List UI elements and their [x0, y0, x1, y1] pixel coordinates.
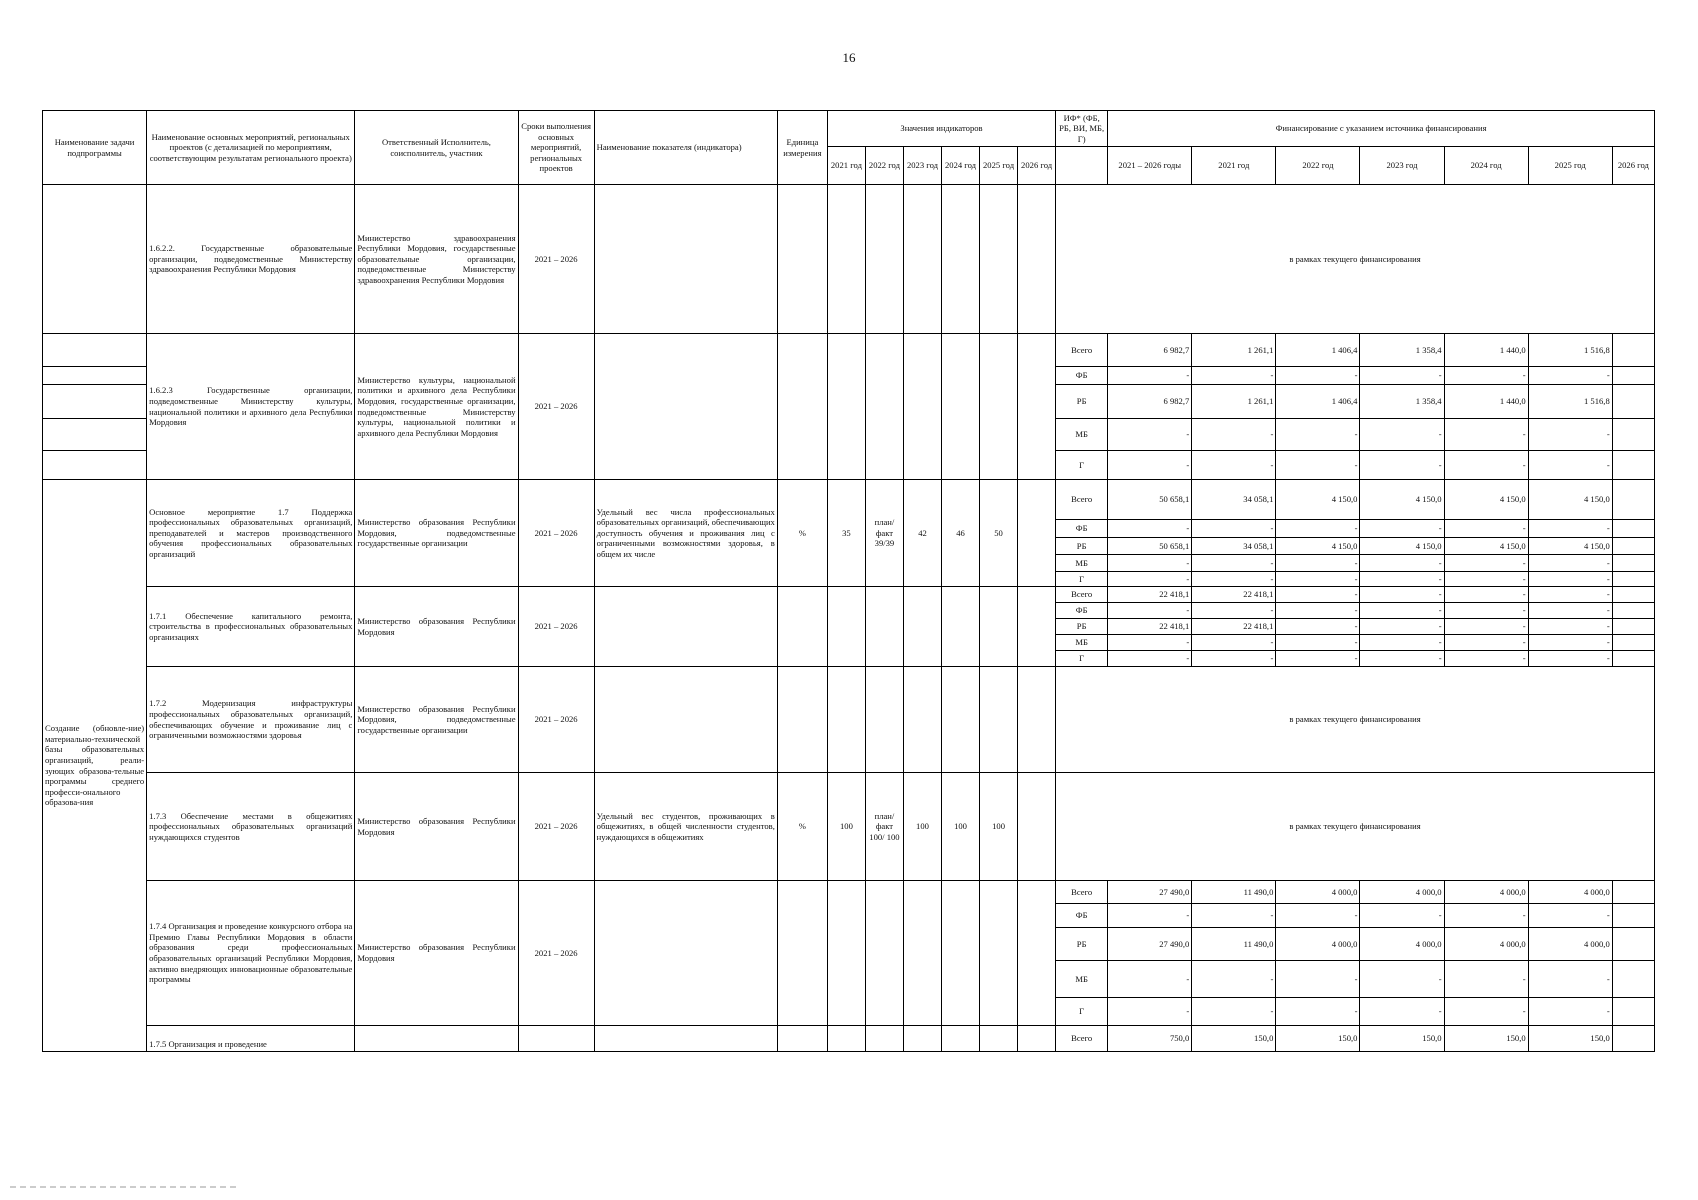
amount-cell: 4 000,0 — [1276, 881, 1360, 904]
indicator-value: 42 — [903, 480, 941, 587]
amount-cell: 4 000,0 — [1444, 928, 1528, 961]
amount-cell: - — [1192, 904, 1276, 928]
table-row — [43, 881, 1655, 904]
amount-cell: 4 150,0 — [1444, 538, 1528, 555]
header-source: ИФ* (ФБ, РБ, ВИ, МБ, Г) — [1056, 111, 1108, 147]
amount-cell: 4 000,0 — [1528, 881, 1612, 904]
header-task: Наименование задачи подпрограммы — [43, 111, 147, 185]
amount-cell: 22 418,1 — [1192, 619, 1276, 635]
event-name: 1.7.5 Организация и проведение — [147, 1026, 355, 1052]
amount-cell: 150,0 — [1192, 1026, 1276, 1052]
header-terms: Сроки выполнения основных мероприятий, региональных проектов — [518, 111, 594, 185]
source-label: Всего — [1056, 587, 1108, 603]
amount-cell: - — [1528, 587, 1612, 603]
header-fin-year: 2025 год — [1528, 147, 1612, 185]
header-unit: Единица измерения — [777, 111, 827, 185]
amount-cell: 4 150,0 — [1444, 480, 1528, 520]
amount-cell: 1 261,1 — [1192, 334, 1276, 367]
amount-cell: - — [1108, 635, 1192, 651]
amount-cell: - — [1192, 572, 1276, 587]
financing-note: в рамках текущего финансирования — [1056, 185, 1655, 334]
amount-cell: 1 261,1 — [1192, 385, 1276, 419]
unit: % — [777, 480, 827, 587]
amount-cell: - — [1360, 451, 1444, 480]
amount-cell: - — [1276, 904, 1360, 928]
amount-cell: 1 440,0 — [1444, 334, 1528, 367]
amount-cell: - — [1528, 904, 1612, 928]
amount-cell: - — [1192, 555, 1276, 572]
amount-cell: - — [1528, 572, 1612, 587]
header-year: 2023 год — [903, 147, 941, 185]
amount-cell: - — [1528, 619, 1612, 635]
event-name: Основное мероприятие 1.7 Поддержка профессиональных образовательных организаций, преподавателей и мастеров производственного обучения профессиональных образовательных организаций — [147, 480, 355, 587]
header-fin-year: 2022 год — [1276, 147, 1360, 185]
amount-cell: 150,0 — [1528, 1026, 1612, 1052]
amount-cell: 1 516,8 — [1528, 385, 1612, 419]
amount-cell: 150,0 — [1360, 1026, 1444, 1052]
amount-cell: 1 406,4 — [1276, 334, 1360, 367]
amount-cell: 22 418,1 — [1108, 619, 1192, 635]
amount-cell: - — [1360, 520, 1444, 538]
term: 2021 – 2026 — [518, 773, 594, 881]
program-table-sheet — [42, 110, 1655, 1052]
source-label: Всего — [1056, 881, 1108, 904]
amount-cell: - — [1444, 904, 1528, 928]
indicator-value: 35 — [827, 480, 865, 587]
amount-cell: 34 058,1 — [1192, 480, 1276, 520]
header-fin-year: 2026 год — [1612, 147, 1654, 185]
amount-cell: - — [1444, 619, 1528, 635]
amount-cell: 1 406,4 — [1276, 385, 1360, 419]
amount-cell: 4 000,0 — [1444, 881, 1528, 904]
amount-cell: 4 150,0 — [1276, 480, 1360, 520]
amount-cell: - — [1108, 572, 1192, 587]
amount-cell: 22 418,1 — [1192, 587, 1276, 603]
amount-cell: - — [1276, 651, 1360, 667]
amount-cell: - — [1444, 419, 1528, 451]
amount-cell: - — [1192, 998, 1276, 1026]
amount-cell: - — [1528, 651, 1612, 667]
table-row — [43, 587, 1655, 603]
executor: Министерство культуры, национальной политики и архивного дела Республики Мордовия, государственные организации, подведомственные Министерству культуры, национальной политики и архивного дела Республики Мордовия — [355, 334, 518, 480]
amount-cell: - — [1108, 961, 1192, 998]
event-name: 1.6.2.3 Государственные организации, подведомственные Министерству культуры, национальной политики и архивного дела Республики Мордовия — [147, 334, 355, 480]
source-label: МБ — [1056, 419, 1108, 451]
amount-cell: 150,0 — [1276, 1026, 1360, 1052]
executor: Министерство образования Республики Мордовия — [355, 587, 518, 667]
header-year: 2021 год — [827, 147, 865, 185]
executor: Министерство образования Республики Мордовия, подведомственные государственные организации — [355, 480, 518, 587]
source-label: РБ — [1056, 385, 1108, 419]
source-label: ФБ — [1056, 904, 1108, 928]
amount-cell: - — [1108, 603, 1192, 619]
unit — [777, 185, 827, 334]
source-label: МБ — [1056, 635, 1108, 651]
indicator-value: 100 — [903, 773, 941, 881]
task-cell — [43, 334, 147, 367]
amount-cell: - — [1192, 451, 1276, 480]
task-cell — [43, 385, 147, 419]
source-label: Всего — [1056, 480, 1108, 520]
header-executor: Ответственный Исполнитель, соисполнитель, участник — [355, 111, 518, 185]
amount-cell: 34 058,1 — [1192, 538, 1276, 555]
source-label: Г — [1056, 572, 1108, 587]
amount-cell: - — [1192, 520, 1276, 538]
amount-cell: - — [1444, 451, 1528, 480]
indicator-value: план/ факт 39/39 — [865, 480, 903, 587]
program-financing-table — [42, 110, 1655, 1052]
amount-cell: 27 490,0 — [1108, 881, 1192, 904]
event-name: 1.7.1 Обеспечение капитального ремонта, строительства в профессиональных образовательных организациях — [147, 587, 355, 667]
term: 2021 – 2026 — [518, 185, 594, 334]
source-label: Всего — [1056, 1026, 1108, 1052]
executor: Министерство образования Республики Мордовия — [355, 773, 518, 881]
amount-cell: 750,0 — [1108, 1026, 1192, 1052]
source-label: РБ — [1056, 619, 1108, 635]
table-row — [43, 480, 1655, 520]
amount-cell: - — [1444, 520, 1528, 538]
amount-cell: - — [1276, 419, 1360, 451]
amount-cell: - — [1360, 904, 1444, 928]
header-financing: Финансирование с указанием источника финансирования — [1108, 111, 1655, 147]
indicator-value: 100 — [827, 773, 865, 881]
term: 2021 – 2026 — [518, 881, 594, 1026]
amount-cell: - — [1360, 635, 1444, 651]
financing-note: в рамках текущего финансирования — [1056, 773, 1655, 881]
indicator-value — [1018, 773, 1056, 881]
unit — [777, 587, 827, 667]
amount-cell: 27 490,0 — [1108, 928, 1192, 961]
header-year: 2022 год — [865, 147, 903, 185]
amount-cell: - — [1276, 451, 1360, 480]
header-year: 2025 год — [980, 147, 1018, 185]
amount-cell: - — [1276, 603, 1360, 619]
header-events: Наименование основных мероприятий, региональных проектов (с детализацией по мероприятиям, соответствующим результатам регионального проекта) — [147, 111, 355, 185]
amount-cell: - — [1528, 451, 1612, 480]
amount-cell: 11 490,0 — [1192, 881, 1276, 904]
amount-cell: - — [1444, 587, 1528, 603]
amount-cell: - — [1192, 367, 1276, 385]
table-row — [43, 667, 1655, 773]
amount-cell: 11 490,0 — [1192, 928, 1276, 961]
header-year: 2026 год — [1018, 147, 1056, 185]
header-fin-year: 2024 год — [1444, 147, 1528, 185]
header-row-1 — [43, 111, 1655, 147]
header-fin-year: 2021 год — [1192, 147, 1276, 185]
amount-cell: - — [1444, 603, 1528, 619]
amount-cell: - — [1108, 520, 1192, 538]
indicator-value — [1018, 480, 1056, 587]
amount-cell: - — [1360, 603, 1444, 619]
amount-cell: - — [1108, 419, 1192, 451]
amount-cell: - — [1108, 998, 1192, 1026]
indicator-value: план/ факт 100/ 100 — [865, 773, 903, 881]
header-source-blank — [1056, 147, 1108, 185]
amount-cell: - — [1276, 555, 1360, 572]
header-fin-year: 2023 год — [1360, 147, 1444, 185]
amount-cell: 22 418,1 — [1108, 587, 1192, 603]
amount-cell: - — [1276, 572, 1360, 587]
amount-cell: 4 000,0 — [1276, 928, 1360, 961]
amount-cell: - — [1108, 451, 1192, 480]
amount-cell: 4 150,0 — [1360, 538, 1444, 555]
amount-cell: 4 150,0 — [1528, 480, 1612, 520]
task-cell: Создание (обновле-ние) материально-технической базы образовательных организаций, реали-зующих образова-тельные программы среднего професси-онального образова-ния — [43, 480, 147, 1052]
executor: Министерство здравоохранения Республики Мордовия, государственные образовательные организации, подведомственные Министерству здравоохранения Республики Мордовия — [355, 185, 518, 334]
table-row — [43, 334, 1655, 367]
amount-cell: - — [1360, 651, 1444, 667]
amount-cell: - — [1444, 635, 1528, 651]
term: 2021 – 2026 — [518, 587, 594, 667]
term: 2021 – 2026 — [518, 667, 594, 773]
event-name: 1.6.2.2. Государственные образовательные организации, подведомственные Министерству здравоохранения Республики Мордовия — [147, 185, 355, 334]
amount-cell: - — [1444, 961, 1528, 998]
indicator-name: Удельный вес числа профессиональных образовательных организаций, обеспечивающих доступность обучения и проживания лиц с ограниченными возможностями здоровья, в общем их числе — [594, 480, 777, 587]
amount-cell: - — [1528, 419, 1612, 451]
amount-cell: - — [1444, 651, 1528, 667]
amount-cell: 4 000,0 — [1360, 928, 1444, 961]
executor: Министерство образования Республики Мордовия — [355, 881, 518, 1026]
amount-cell — [1612, 334, 1654, 367]
amount-cell: - — [1444, 572, 1528, 587]
table-row — [43, 185, 1655, 334]
amount-cell: - — [1108, 367, 1192, 385]
header-year: 2024 год — [942, 147, 980, 185]
amount-cell: - — [1360, 572, 1444, 587]
amount-cell: - — [1276, 619, 1360, 635]
financing-note: в рамках текущего финансирования — [1056, 667, 1655, 773]
source-label: Всего — [1056, 334, 1108, 367]
amount-cell: - — [1276, 367, 1360, 385]
term: 2021 – 2026 — [518, 480, 594, 587]
indicator-value: 50 — [980, 480, 1018, 587]
header-indicator: Наименование показателя (индикатора) — [594, 111, 777, 185]
amount-cell: - — [1528, 367, 1612, 385]
indicator-name — [594, 185, 777, 334]
event-name: 1.7.4 Организация и проведение конкурсного отбора на Премию Главы Республики Мордовия в области образования среди профессиональных образовательных организаций Республики Мордовия, активно внедряющих инновационные образовательные программы — [147, 881, 355, 1026]
amount-cell: - — [1444, 998, 1528, 1026]
source-label: РБ — [1056, 538, 1108, 555]
term: 2021 – 2026 — [518, 334, 594, 480]
amount-cell: - — [1360, 619, 1444, 635]
scan-artifact — [10, 1186, 240, 1188]
amount-cell: - — [1528, 555, 1612, 572]
amount-cell: 1 516,8 — [1528, 334, 1612, 367]
unit — [777, 334, 827, 480]
indicator-name: Удельный вес студентов, проживающих в общежитиях, в общей численности студентов, нуждающихся в общежитиях — [594, 773, 777, 881]
amount-cell: - — [1360, 555, 1444, 572]
amount-cell: - — [1528, 520, 1612, 538]
task-cell — [43, 451, 147, 480]
event-name: 1.7.2 Модернизация инфраструктуры профессиональных образовательных организаций, обеспечивающих обучение и проживание лиц с ограниченными возможностями здоровья — [147, 667, 355, 773]
source-label: Г — [1056, 651, 1108, 667]
amount-cell: 1 358,4 — [1360, 385, 1444, 419]
amount-cell: 6 982,7 — [1108, 385, 1192, 419]
amount-cell: 4 150,0 — [1360, 480, 1444, 520]
amount-cell: - — [1192, 603, 1276, 619]
amount-cell: - — [1276, 961, 1360, 998]
amount-cell: - — [1528, 603, 1612, 619]
amount-cell: - — [1360, 367, 1444, 385]
amount-cell: - — [1528, 961, 1612, 998]
event-name: 1.7.3 Обеспечение местами в общежитиях профессиональных образовательных организаций нуждающихся студентов — [147, 773, 355, 881]
amount-cell: 1 440,0 — [1444, 385, 1528, 419]
header-indicator-values: Значения индикаторов — [827, 111, 1055, 147]
amount-cell: - — [1276, 587, 1360, 603]
amount-cell: - — [1276, 635, 1360, 651]
task-cell — [43, 367, 147, 385]
amount-cell: - — [1444, 555, 1528, 572]
amount-cell: - — [1276, 998, 1360, 1026]
amount-cell: 6 982,7 — [1108, 334, 1192, 367]
source-label: ФБ — [1056, 367, 1108, 385]
amount-cell: 1 358,4 — [1360, 334, 1444, 367]
table-row — [43, 1026, 1655, 1052]
source-label: Г — [1056, 451, 1108, 480]
unit: % — [777, 773, 827, 881]
source-label: ФБ — [1056, 603, 1108, 619]
task-cell — [43, 419, 147, 451]
header-fin-year: 2021 – 2026 годы — [1108, 147, 1192, 185]
amount-cell: - — [1360, 998, 1444, 1026]
source-label: МБ — [1056, 961, 1108, 998]
amount-cell: - — [1444, 367, 1528, 385]
amount-cell: - — [1360, 961, 1444, 998]
amount-cell: - — [1108, 904, 1192, 928]
amount-cell: - — [1360, 587, 1444, 603]
amount-cell: - — [1192, 419, 1276, 451]
amount-cell: - — [1360, 419, 1444, 451]
amount-cell: 4 000,0 — [1360, 881, 1444, 904]
amount-cell: - — [1192, 635, 1276, 651]
indicator-value: 100 — [980, 773, 1018, 881]
amount-cell: 4 150,0 — [1276, 538, 1360, 555]
amount-cell: - — [1108, 555, 1192, 572]
amount-cell: 4 150,0 — [1528, 538, 1612, 555]
unit — [777, 667, 827, 773]
page-number: 16 — [842, 50, 856, 65]
indicator-name — [594, 334, 777, 480]
source-label: Г — [1056, 998, 1108, 1026]
unit — [777, 881, 827, 1026]
amount-cell: - — [1108, 651, 1192, 667]
indicator-value: 46 — [942, 480, 980, 587]
source-label: РБ — [1056, 928, 1108, 961]
amount-cell: 4 000,0 — [1528, 928, 1612, 961]
indicator-value: 100 — [942, 773, 980, 881]
indicator-name — [594, 667, 777, 773]
task-cell — [43, 185, 147, 334]
amount-cell: - — [1192, 651, 1276, 667]
indicator-name — [594, 587, 777, 667]
amount-cell: 50 658,1 — [1108, 538, 1192, 555]
amount-cell: - — [1192, 961, 1276, 998]
executor: Министерство образования Республики Мордовия, подведомственные государственные организации — [355, 667, 518, 773]
table-row — [43, 773, 1655, 881]
amount-cell: - — [1528, 998, 1612, 1026]
amount-cell: - — [1276, 520, 1360, 538]
indicator-name — [594, 881, 777, 1026]
amount-cell: 50 658,1 — [1108, 480, 1192, 520]
source-label: ФБ — [1056, 520, 1108, 538]
source-label: МБ — [1056, 555, 1108, 572]
amount-cell: - — [1528, 635, 1612, 651]
amount-cell: 150,0 — [1444, 1026, 1528, 1052]
